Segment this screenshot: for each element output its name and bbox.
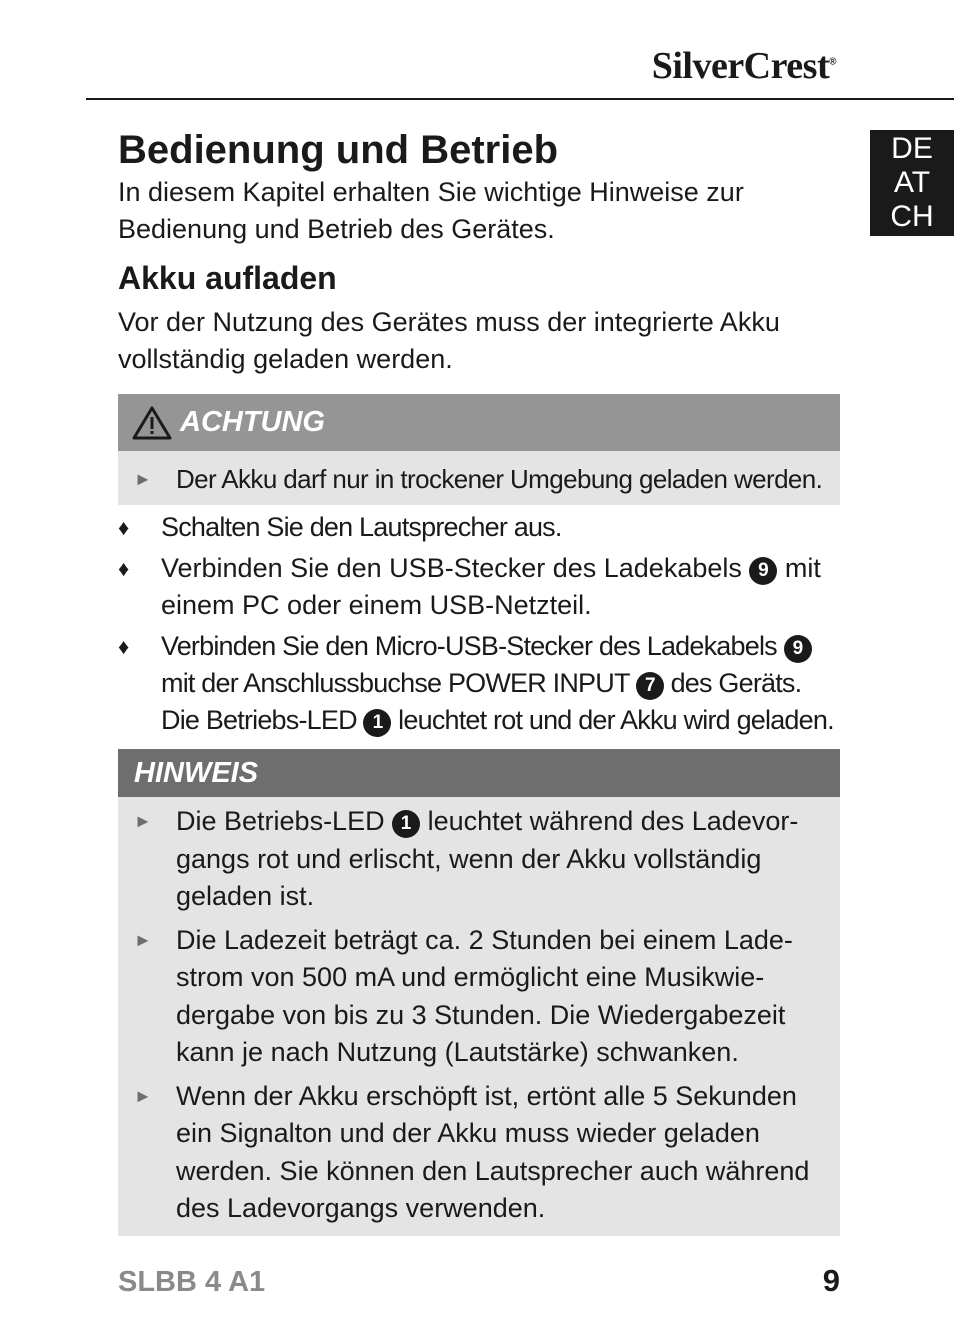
arrow-bullet-icon: ► [134,1085,152,1106]
ref-number-badge: 9 [784,635,812,663]
registered-mark: ® [829,56,836,68]
instruction-steps [118,509,840,739]
note-item [118,922,840,1072]
warning-label: ACHTUNG [180,406,325,438]
note-item-text: Wenn der Akku erschöpft ist, ertönt alle 5 Sekunden ein Signalton und der Akku muss wieder geladen werden. Sie können den Lautsprecher auch während des Ladevorgangs verwenden. [176,1080,810,1223]
subsection-text: Vor der Nutzung des Gerätes muss der integrierte Akku vollständig geladen werden. [118,307,780,374]
section-title: Bedienung und Betrieb [118,128,558,172]
note-header [118,749,840,797]
step-item [118,628,840,739]
note-item-text: Die Betriebs-LED 1 leuchtet während des Ladevor-gangs rot und erlischt, wenn der Akku vollständig geladen ist. [176,806,799,911]
warning-item-text: Der Akku darf nur in trockener Umgebung geladen werden. [176,464,823,494]
ref-number-badge: 1 [363,709,391,737]
warning-item [118,451,840,505]
page-content [118,126,840,1236]
warning-triangle-icon [132,406,172,440]
subsection-title: Akku aufladen [118,260,337,296]
diamond-bullet-icon: ♦ [118,634,130,659]
note-item-text: Die Ladezeit beträgt ca. 2 Stunden bei einem Lade-strom von 500 mA und ermöglicht eine Musikwie-dergabe von bis zu 3 Stunden. Die Wiedergabezeit kann je nach Nutzung (Lautstärke) schwanken. [176,924,793,1067]
note-item [118,803,840,916]
language-tab [870,130,954,236]
step-item [118,509,840,546]
brand-logo [652,44,836,88]
step-item [118,550,840,624]
note-box [118,749,840,1236]
lang-ch: CH [890,200,934,233]
arrow-bullet-icon: ► [134,929,152,950]
diamond-bullet-icon: ♦ [118,556,130,581]
ref-number-badge: 9 [749,557,777,585]
warning-header [118,394,840,451]
lang-de: DE [891,132,933,165]
page-number: 9 [822,1263,840,1298]
step-text: Verbinden Sie den Micro-USB-Stecker des Ladekabels 9 mit der Anschlussbuchse POWER INPUT 7 des Geräts. Die Betriebs-LED 1 leuchtet rot und der Akku wird geladen. [161,631,834,735]
ref-number-badge: 1 [392,810,420,838]
warning-box [118,394,840,505]
arrow-bullet-icon: ► [134,469,152,489]
ref-number-badge: 7 [636,672,664,700]
step-text: Schalten Sie den Lautsprecher aus. [161,512,562,542]
note-label: HINWEIS [134,756,259,789]
section-intro: In diesem Kapitel erhalten Sie wichtige Hinweise zur Bedienung und Betrieb des Gerätes. [118,177,744,244]
arrow-bullet-icon: ► [134,811,152,831]
diamond-bullet-icon: ♦ [118,515,130,540]
footer-model: SLBB 4 A1 [118,1266,266,1298]
lang-at: AT [893,166,931,199]
note-item [118,1078,840,1228]
step-text: Verbinden Sie den USB-Stecker des Ladekabels 9 mit einem PC oder einem USB-Netzteil. [161,553,821,620]
header-rule [86,98,954,100]
brand-name: SilverCrest [651,45,830,87]
